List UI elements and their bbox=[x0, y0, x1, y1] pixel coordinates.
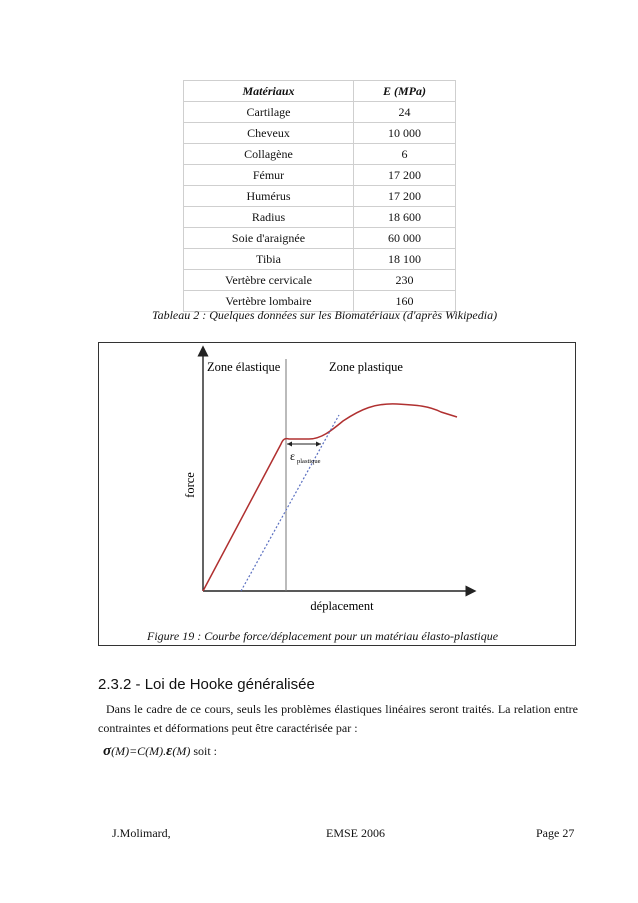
epsilon-arrowhead-left-icon bbox=[287, 442, 292, 447]
cell-modulus: 160 bbox=[354, 291, 456, 312]
section-title: 2.3.2 - Loi de Hooke généralisée bbox=[98, 676, 315, 693]
table-row bbox=[184, 249, 456, 270]
cell-modulus: 17 200 bbox=[354, 186, 456, 207]
formula-part2: (M) bbox=[172, 744, 191, 758]
formula-sigma: σ bbox=[103, 743, 112, 759]
table-row bbox=[184, 270, 456, 291]
figure-caption: Figure 19 : Courbe force/déplacement pour un matériau élasto-plastique bbox=[147, 629, 499, 643]
hooke-formula bbox=[103, 743, 217, 760]
cell-modulus: 17 200 bbox=[354, 165, 456, 186]
cell-modulus: 18 600 bbox=[354, 207, 456, 228]
section-paragraph: Dans le cadre de ce cours, seuls les problèmes élastiques linéaires seront traités. La relation entre contraintes et déformations peut être caractérisée par : bbox=[98, 702, 578, 735]
footer-page-number: Page 27 bbox=[536, 826, 575, 840]
cell-modulus: 230 bbox=[354, 270, 456, 291]
cell-material: Radius bbox=[184, 207, 354, 228]
table-row bbox=[184, 186, 456, 207]
column-header-modulus: E (MPa) bbox=[354, 81, 456, 102]
table-row bbox=[184, 207, 456, 228]
formula-suffix: soit : bbox=[190, 744, 217, 758]
loading-curve bbox=[203, 404, 457, 591]
cell-modulus: 6 bbox=[354, 144, 456, 165]
footer-author: J.Molimard, bbox=[112, 826, 171, 840]
biomaterials-table bbox=[183, 80, 456, 312]
formula-epsilon: ε bbox=[166, 743, 173, 759]
cell-material: Vertèbre cervicale bbox=[184, 270, 354, 291]
cell-material: Fémur bbox=[184, 165, 354, 186]
table-row bbox=[184, 228, 456, 249]
cell-modulus: 24 bbox=[354, 102, 456, 123]
cell-material: Cheveux bbox=[184, 123, 354, 144]
table-row bbox=[184, 144, 456, 165]
epsilon-arrowhead-right-icon bbox=[316, 442, 321, 447]
unloading-line bbox=[241, 415, 339, 591]
table-row bbox=[184, 165, 456, 186]
label-elastic-zone: Zone élastique bbox=[207, 360, 281, 374]
column-header-material: Matériaux bbox=[184, 81, 354, 102]
table-row bbox=[184, 102, 456, 123]
cell-modulus: 18 100 bbox=[354, 249, 456, 270]
cell-material: Vertèbre lombaire bbox=[184, 291, 354, 312]
cell-material: Tibia bbox=[184, 249, 354, 270]
cell-material: Soie d'araignée bbox=[184, 228, 354, 249]
epsilon-symbol: ε bbox=[290, 449, 296, 463]
force-displacement-figure bbox=[99, 343, 574, 644]
formula-part1: (M)=C(M). bbox=[111, 744, 167, 758]
x-axis-label: déplacement bbox=[310, 599, 374, 613]
cell-material: Humérus bbox=[184, 186, 354, 207]
table-header-row bbox=[184, 81, 456, 102]
cell-material: Cartilage bbox=[184, 102, 354, 123]
footer-school: EMSE 2006 bbox=[326, 826, 386, 840]
table-row bbox=[184, 123, 456, 144]
label-plastic-zone: Zone plastique bbox=[329, 360, 403, 374]
cell-modulus: 10 000 bbox=[354, 123, 456, 144]
epsilon-subscript: plastique bbox=[297, 458, 321, 465]
table-caption: Tableau 2 : Quelques données sur les Biomatériaux (d'après Wikipedia) bbox=[152, 308, 498, 322]
cell-modulus: 60 000 bbox=[354, 228, 456, 249]
cell-material: Collagène bbox=[184, 144, 354, 165]
y-axis-label: force bbox=[183, 472, 197, 498]
figure-frame bbox=[98, 342, 576, 646]
